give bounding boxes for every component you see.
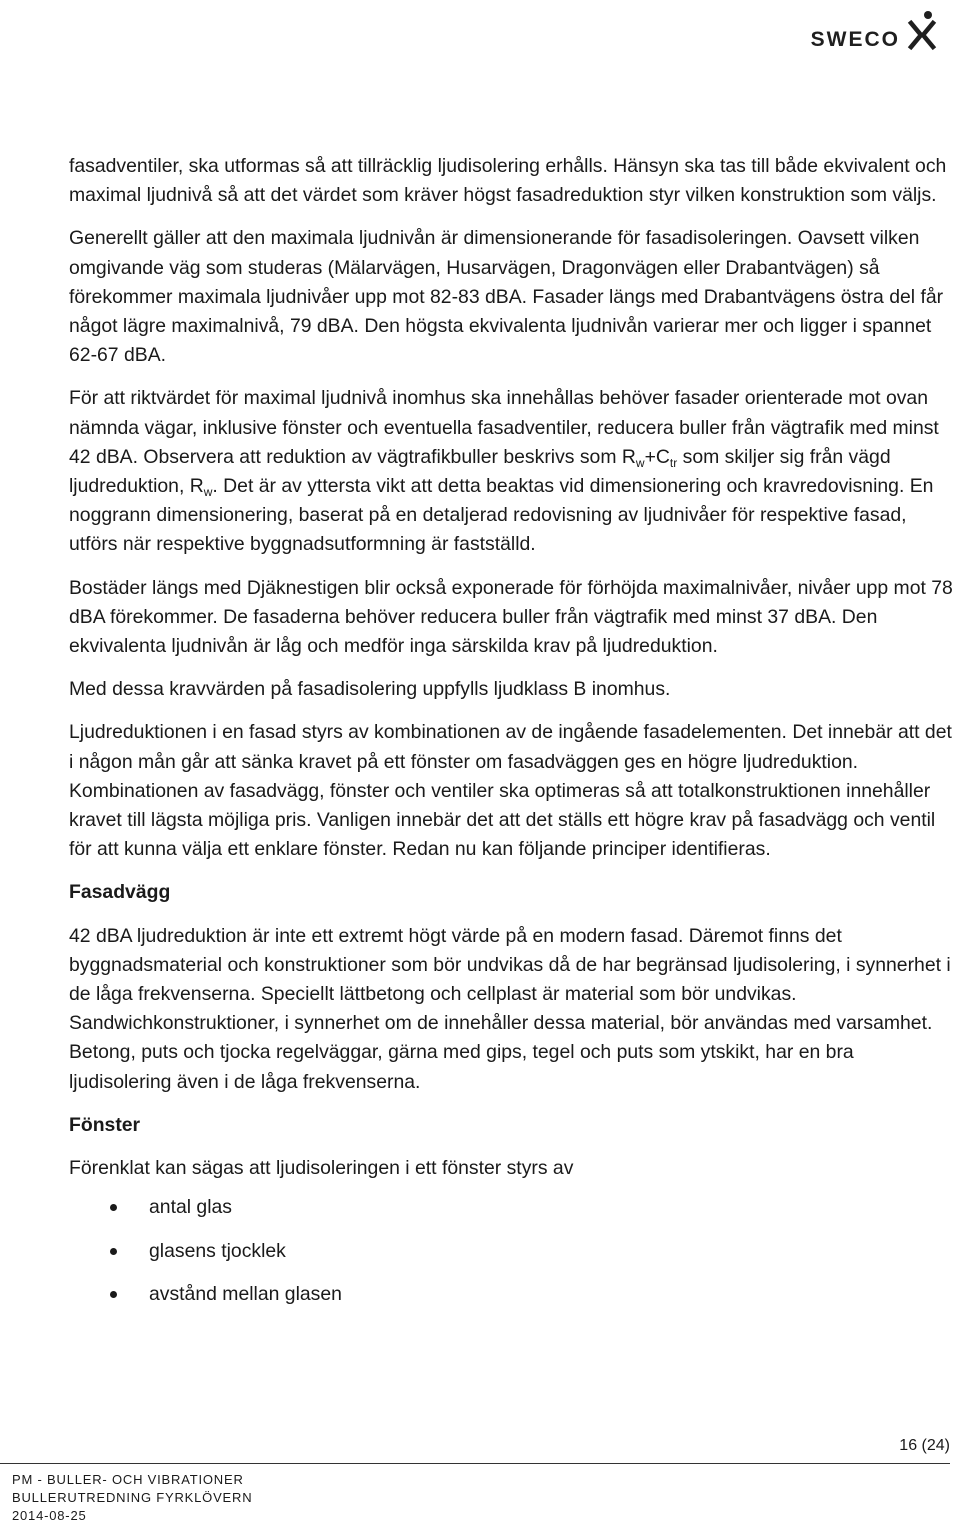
footer-doc-title: BULLERUTREDNING FYRKLÖVERN — [12, 1490, 253, 1506]
bullet-list — [69, 1193, 957, 1309]
paragraph: Bostäder längs med Djäknestigen blir också exponerade för förhöjda maximalnivåer, nivåer upp mot 78 dBA förekommer. De fasaderna behöver reducera buller från vägtrafik med minst 37 dBA. Den ekvivalenta ljudnivån är låg och medför inga särskilda krav på ljudreduktion. — [69, 576, 953, 658]
paragraph: 42 dBA ljudreduktion är inte ett extremt högt värde på en modern fasad. Däremot finns det byggnadsmaterial och konstruktioner som bör undvikas då de har begränsad ljudisolering, i synnerhet i de låga frekvenserna. Speciellt lättbetong och cellplast är material som bör undvikas. Sandwichkonstruktioner, i synnerhet om de innehåller dessa material, bör användas med varsamhet. Betong, puts och tjocka regelväggar, gärna med gips, tegel och puts som ytskikt, har en bra ljudisolering även i de låga frekvenserna. — [69, 924, 951, 1093]
paragraph: fasadventiler, ska utformas så att tillräcklig ljudisolering erhålls. Hänsyn ska tas till både ekvivalent och maximal ljudnivå så att det värdet som kräver högst fasadreduktion styr vilken konstruktion som väljs. — [69, 155, 947, 207]
list-item: glasens tjocklek — [69, 1237, 957, 1266]
paragraph: Generellt gäller att den maximala ljudnivån är dimensionerande för fasadisoleringen. Oavsett vilken omgivande väg som studeras (Mälarvägen, Husarvägen, Dragonvägen eller Drabantvägen) så förekommer maximala ljudnivåer upp mot 82-83 dBA. Fasader längs med Drabantvägens östra del får något lägre maximalnivå, 79 dBA. Den högsta ekvivalenta ljudnivån varierar mer och ligger i spannet 62-67 dBA. — [69, 227, 944, 367]
footer-divider — [0, 1463, 950, 1464]
footer-date: 2014-08-25 — [12, 1508, 87, 1524]
sweco-logo-icon — [906, 10, 938, 54]
paragraph: För att riktvärdet för maximal ljudnivå inomhus ska innehållas behöver fasader orienterade mot ovan nämnda vägar, inklusive fönster och eventuella fasadventiler, reducera buller från vägtrafik med minst 42 dBA. Observera att reduktion av vägtrafikbuller beskrivs som $R_w+C_{tr}$ som skiljer sig från vägd ljudreduktion, $R_w$. Det är av yttersta vikt att detta beaktas vid dimensionering och kravredovisning. En noggrann dimensionering, baserat på en detaljerad redovisning av ljudnivåer för respektive fasad, utförs när respektive byggnadsutformning är fastställd. — [69, 387, 939, 556]
paragraph: Förenklat kan sägas att ljudisoleringen i ett fönster styrs av — [69, 1157, 574, 1180]
page-number: 16 (24) — [899, 1437, 950, 1454]
section-heading-fasadvagg: Fasadvägg — [69, 881, 171, 904]
logo-text: SWECO — [810, 28, 900, 51]
list-item: avstånd mellan glasen — [69, 1280, 957, 1309]
footer-doc-type: PM - BULLER- OCH VIBRATIONER — [12, 1472, 244, 1487]
paragraph: Ljudreduktionen i en fasad styrs av kombinationen av de ingående fasadelementen. Det innebär att det i någon mån går att sänka kravet på ett fönster om fasadväggen ges en högre ljudreduktion. Kombinationen av fasadvägg, fönster och ventiler ska optimeras så att totalkonstruktionen innehåller kravet till lägsta möjliga pris. Vanligen innebär det att det ställs ett högre krav på fasadvägg och ventil för att kunna välja ett enklare fönster. Redan nu kan följande principer identifieras. — [69, 721, 952, 861]
footer — [12, 1471, 252, 1526]
list-item: antal glas — [69, 1193, 957, 1222]
paragraph: Med dessa kravvärden på fasadisolering uppfylls ljudklass B inomhus. — [69, 678, 671, 701]
document-body — [69, 152, 957, 1324]
section-heading-fonster: Fönster — [69, 1113, 141, 1136]
sweco-logo — [798, 8, 938, 54]
